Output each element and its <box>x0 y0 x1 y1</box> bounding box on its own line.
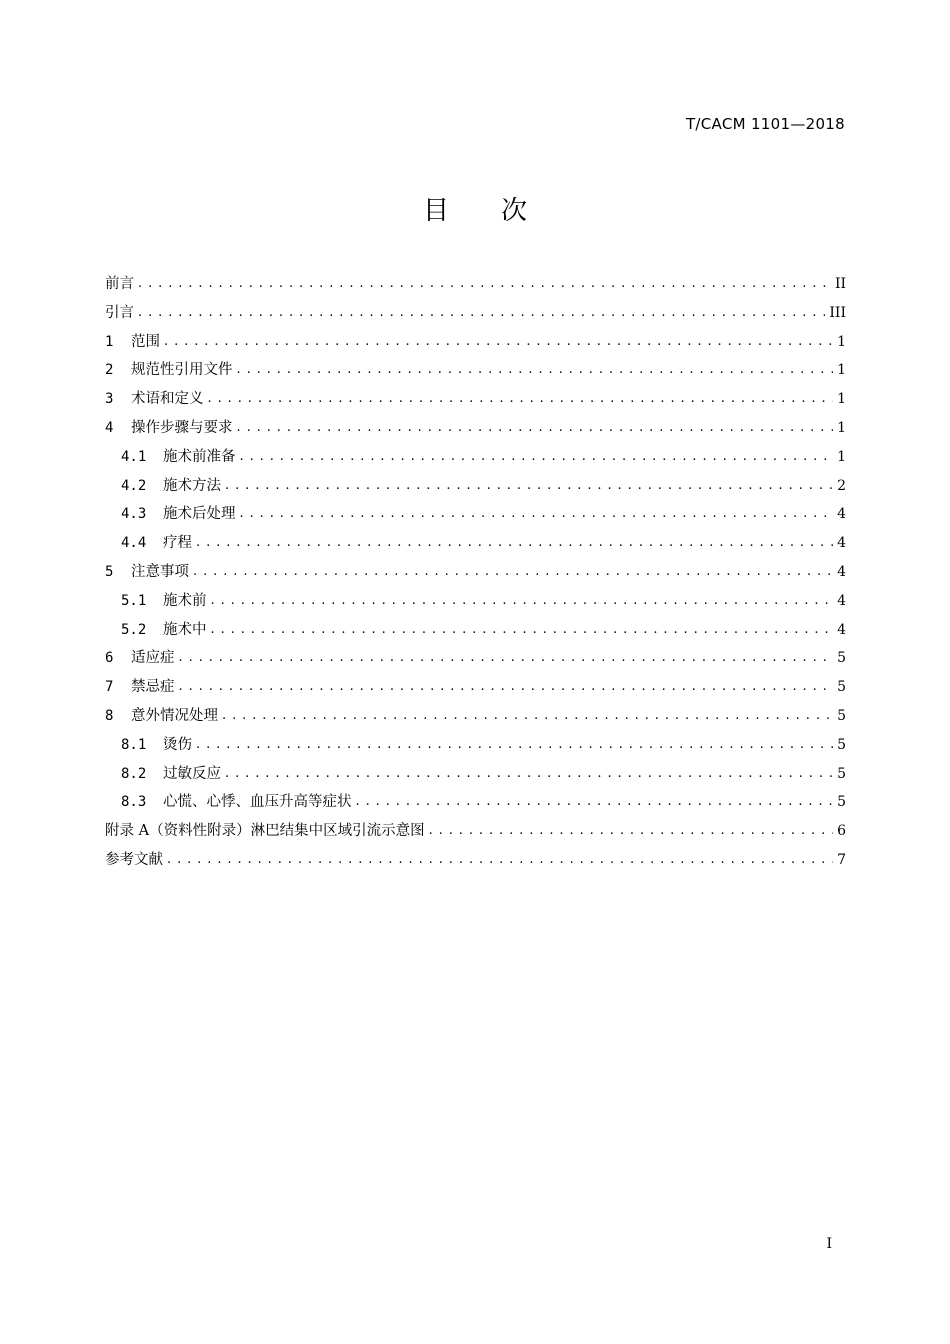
toc-dot-leader <box>208 385 834 414</box>
toc-entry-page: 4 <box>837 563 846 580</box>
page-title <box>0 190 950 227</box>
toc-entry-number: 5.1 <box>121 592 147 609</box>
toc-entry-page: II <box>834 276 846 292</box>
toc-entry-number: 5.2 <box>121 621 147 638</box>
toc-entry-page: 4 <box>837 535 846 552</box>
toc-entry-label: 禁忌症 <box>131 679 175 696</box>
toc-entry-label: 心慌、心悸、血压升高等症状 <box>163 794 352 811</box>
page-title-char-2: 次 <box>501 196 528 226</box>
toc-entry-label: 施术前 <box>163 592 207 609</box>
toc-entry-number: 7 <box>105 679 114 696</box>
page-title-char-1: 目 <box>422 196 449 226</box>
toc-entry[interactable] <box>105 356 846 385</box>
toc-entry-number: 4.1 <box>121 448 147 465</box>
document-code: T/CACM 1101—2018 <box>685 115 845 133</box>
toc-dot-leader <box>237 356 834 385</box>
toc-entry-number: 5 <box>105 563 114 580</box>
toc-entry-page: 4 <box>837 621 846 638</box>
toc-entry[interactable] <box>105 846 846 875</box>
toc-entry-page: 5 <box>837 736 846 753</box>
toc-entry-page: III <box>829 304 846 321</box>
toc-entry-label: 引言 <box>105 304 134 321</box>
toc-entry-number: 3 <box>105 391 114 408</box>
toc-dot-leader <box>211 587 834 616</box>
toc-entry-number: 2 <box>105 362 114 379</box>
toc-entry-page: 5 <box>837 679 846 696</box>
toc-entry-label: 施术后处理 <box>163 506 236 523</box>
toc-entry-page: 6 <box>837 823 846 840</box>
toc-dot-leader <box>237 414 834 443</box>
toc-entry-page: 1 <box>837 391 846 408</box>
toc-entry[interactable] <box>105 385 846 414</box>
toc-entry-page: 5 <box>837 707 846 724</box>
toc-entry-number: 8.1 <box>121 736 147 753</box>
toc-entry-page: 5 <box>837 765 846 782</box>
toc-entry-number: 4.4 <box>121 535 147 552</box>
toc-entry[interactable] <box>105 529 846 558</box>
toc-entry[interactable] <box>105 731 846 760</box>
toc-entry[interactable] <box>105 472 846 501</box>
toc-entry[interactable] <box>105 587 846 616</box>
toc-entry-number: 1 <box>105 333 114 350</box>
toc-entry-number: 4.3 <box>121 506 147 523</box>
toc-entry[interactable] <box>105 443 846 472</box>
table-of-contents <box>105 270 846 875</box>
toc-entry-page: 1 <box>837 419 846 436</box>
toc-entry-page: 1 <box>837 362 846 379</box>
toc-entry-label: 范围 <box>131 333 160 350</box>
toc-entry-label: 注意事项 <box>131 563 189 580</box>
toc-entry-label: 过敏反应 <box>163 765 221 782</box>
toc-entry-page: 1 <box>837 333 846 350</box>
toc-entry-label: 适应症 <box>131 650 175 667</box>
toc-entry-label: 操作步骤与要求 <box>131 419 233 436</box>
toc-entry[interactable] <box>105 788 846 817</box>
toc-entry[interactable] <box>105 500 846 529</box>
toc-entry-number: 8 <box>105 707 114 724</box>
toc-dot-leader <box>240 443 834 472</box>
toc-dot-leader <box>240 500 834 529</box>
toc-entry-label: 术语和定义 <box>131 391 204 408</box>
toc-entry[interactable] <box>105 414 846 443</box>
toc-entry-label: 施术方法 <box>163 477 221 494</box>
toc-entry[interactable] <box>105 673 846 702</box>
toc-entry[interactable] <box>105 702 846 731</box>
toc-dot-leader <box>164 328 833 357</box>
toc-entry-page: 5 <box>837 794 846 811</box>
toc-dot-leader <box>179 673 834 702</box>
toc-entry-number: 4.2 <box>121 477 147 494</box>
toc-entry-page: 1 <box>837 448 846 465</box>
page-number: I <box>826 1236 832 1252</box>
toc-entry[interactable] <box>105 558 846 587</box>
toc-dot-leader <box>193 558 833 587</box>
toc-dot-leader <box>429 817 833 846</box>
toc-entry-number: 6 <box>105 650 114 667</box>
toc-entry[interactable] <box>105 644 846 673</box>
toc-entry-label: 规范性引用文件 <box>131 362 233 379</box>
toc-entry-page: 2 <box>837 477 846 494</box>
toc-entry-page: 7 <box>837 851 846 868</box>
toc-dot-leader <box>196 529 833 558</box>
toc-dot-leader <box>222 702 833 731</box>
toc-entry[interactable] <box>105 760 846 789</box>
toc-entry[interactable] <box>105 817 846 846</box>
toc-entry-number: 4 <box>105 419 114 436</box>
toc-dot-leader <box>138 270 831 299</box>
toc-entry-label: 施术中 <box>163 621 207 638</box>
toc-entry-number: 8.2 <box>121 765 147 782</box>
toc-entry-page: 5 <box>837 650 846 667</box>
toc-dot-leader <box>356 788 834 817</box>
toc-dot-leader <box>196 731 833 760</box>
toc-entry-label: 疗程 <box>163 535 192 552</box>
toc-entry-label: 前言 <box>105 276 134 292</box>
toc-entry-label: 施术前准备 <box>163 448 236 465</box>
toc-entry[interactable] <box>105 328 846 357</box>
toc-dot-leader <box>179 644 834 673</box>
toc-entry-number: 8.3 <box>121 794 147 811</box>
toc-entry[interactable] <box>105 299 846 328</box>
toc-entry[interactable] <box>105 616 846 645</box>
toc-entry-page: 4 <box>837 592 846 609</box>
toc-entry-label: 附录 A（资料性附录）淋巴结集中区域引流示意图 <box>105 823 425 840</box>
toc-entry-label: 参考文献 <box>105 851 163 868</box>
toc-entry-label: 意外情况处理 <box>131 707 218 724</box>
toc-dot-leader <box>225 760 833 789</box>
toc-entry-page: 4 <box>837 506 846 523</box>
toc-dot-leader <box>225 472 833 501</box>
toc-entry-label: 烫伤 <box>163 736 192 753</box>
toc-dot-leader <box>138 299 825 328</box>
toc-entry[interactable] <box>105 270 846 299</box>
toc-dot-leader <box>211 616 834 645</box>
toc-dot-leader <box>167 846 833 875</box>
